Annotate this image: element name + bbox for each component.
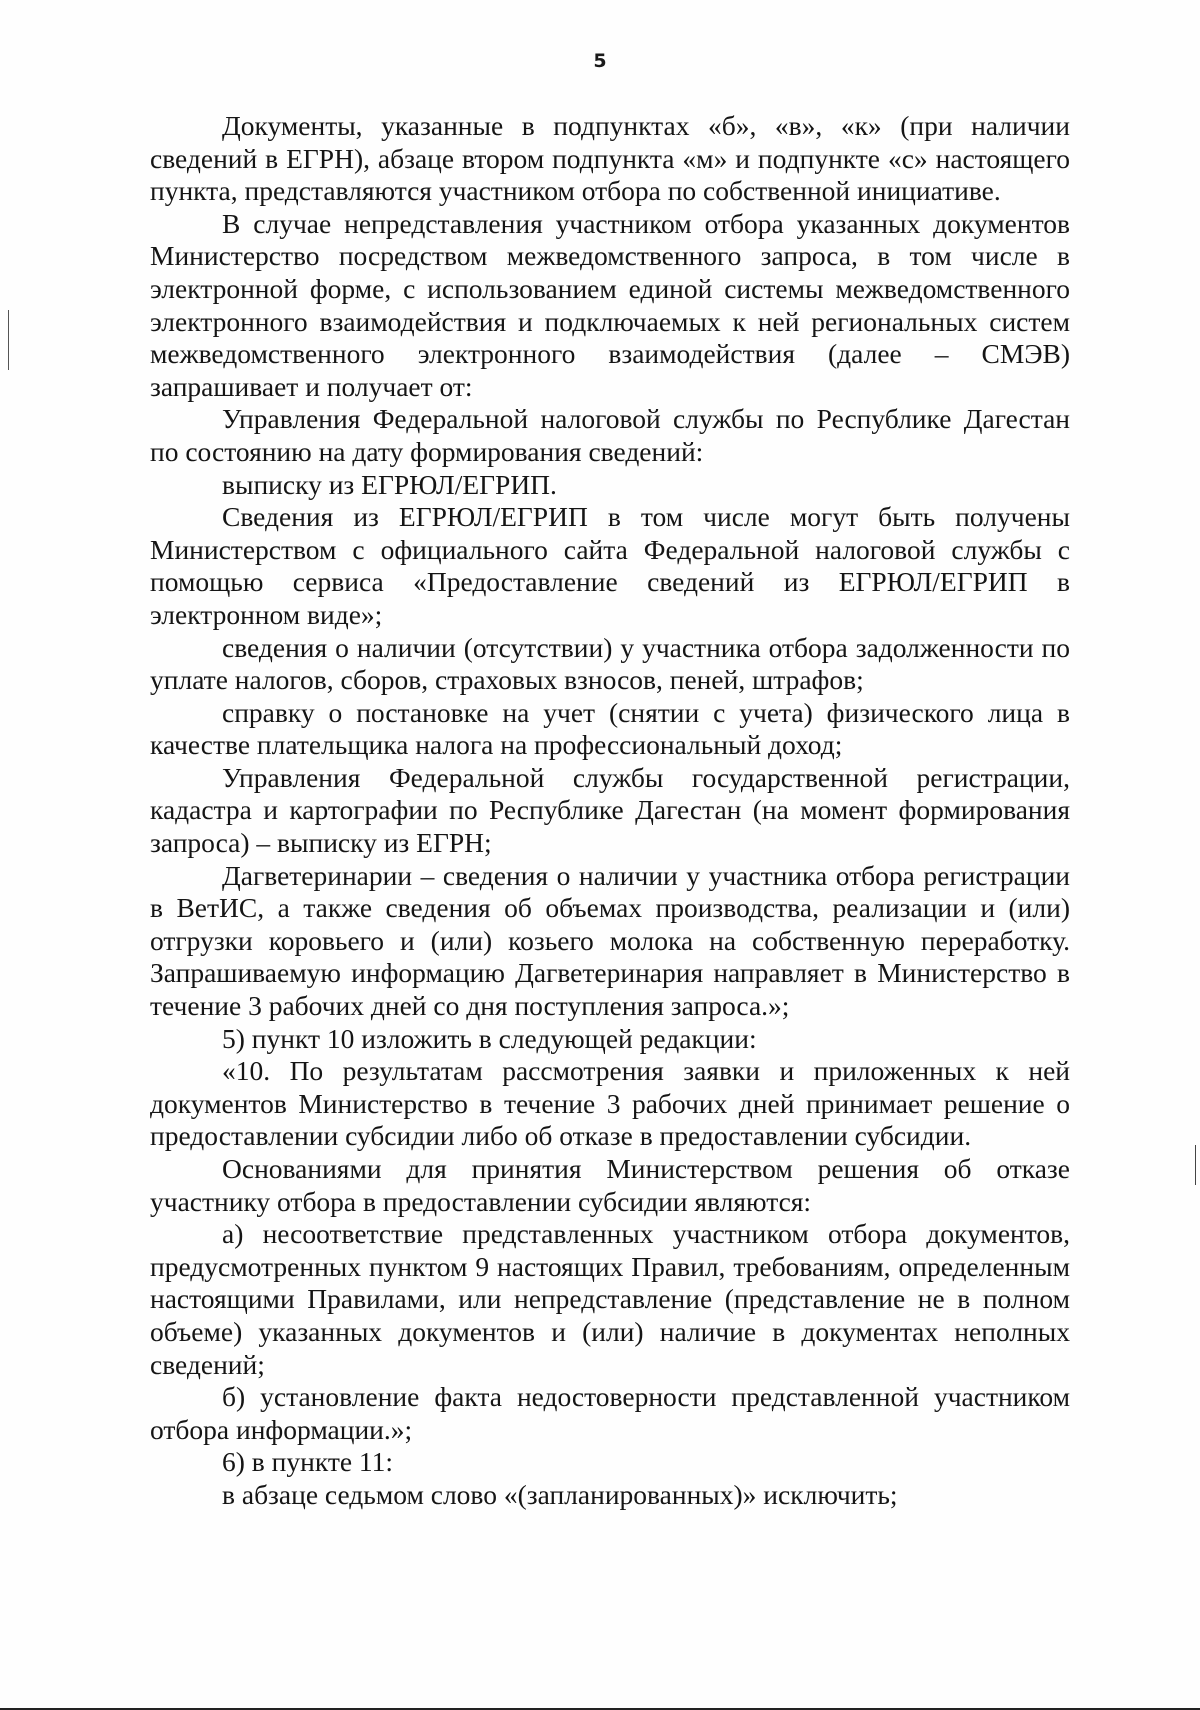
paragraph: В случае непредставления участником отбора указанных документов Министерство посредством межведомственного запроса, в том числе в электронной форме, с использованием единой системы межведомственного электронного взаимодействия и подключаемых к ней региональных систем межведомственного электронного взаимодействия (далее – СМЭВ) запрашивает и получает от: <box>150 207 1070 402</box>
page-number: 5 <box>593 50 607 72</box>
paragraph: сведения о наличии (отсутствии) у участника отбора задолженности по уплате налогов, сборов, страховых взносов, пеней, штрафов; <box>150 631 1070 696</box>
paragraph: Управления Федеральной службы государственной регистрации, кадастра и картографии по Республике Дагестан (на момент формирования запроса) – выписку из ЕГРН; <box>150 761 1070 859</box>
paragraph: Дагветеринарии – сведения о наличии у участника отбора регистрации в ВетИС, а также сведения об объемах производства, реализации и (или) отгрузки коровьего и (или) козьего молока на собственную переработку. Запрашиваемую информацию Дагветеринария направляет в Министерство в течение 3 рабочих дней со дня поступления запроса.»; <box>150 859 1070 1022</box>
paragraph: в абзаце седьмом слово «(запланированных)» исключить; <box>222 1478 898 1510</box>
paragraph: 5) пункт 10 изложить в следующей редакции: <box>222 1022 757 1054</box>
scan-edge-mark <box>8 310 9 370</box>
paragraph: а) несоответствие представленных участником отбора документов, предусмотренных пунктом 9 настоящих Правил, требованиям, определенным настоящими Правилами, или непредставление (представление не в полном объеме) указанных документов и (или) наличие в документах неполных сведений; <box>150 1218 1070 1380</box>
paragraph: Сведения из ЕГРЮЛ/ЕГРИП в том числе могут быть получены Министерством с официального сайта Федеральной налоговой службы с помощью сервиса «Предоставление сведений из ЕГРЮЛ/ЕГРИП в электронном виде»; <box>150 501 1070 630</box>
paragraph: Управления Федеральной налоговой службы по Республике Дагестан по состоянию на дату формирования сведений: <box>150 403 1070 467</box>
paragraph: 6) в пункте 11: <box>222 1446 394 1478</box>
paragraph: б) установление факта недостоверности представленной участником отбора информации.»; <box>150 1381 1070 1445</box>
paragraph: Основаниями для принятия Министерством решения об отказе участнику отбора в предоставлении субсидии являются: <box>150 1153 1070 1217</box>
paragraph: справку о постановке на учет (снятии с учета) физического лица в качестве плательщика налога на профессиональный доход; <box>150 696 1070 761</box>
paragraph: Документы, указанные в подпунктах «б», «в», «к» (при наличии сведений в ЕГРН), абзаце втором подпункта «м» и подпункте «с» настоящего пункта, представляются участником отбора по собственной инициативе. <box>150 110 1070 207</box>
paragraph: выписку из ЕГРЮЛ/ЕГРИП. <box>222 468 557 500</box>
paragraph: «10. По результатам рассмотрения заявки и приложенных к ней документов Министерство в течение 3 рабочих дней принимает решение о предоставлении субсидии либо об отказе в предоставлении субсидии. <box>150 1055 1070 1152</box>
document-body <box>150 110 1070 1512</box>
scan-edge-mark <box>1195 1145 1196 1185</box>
